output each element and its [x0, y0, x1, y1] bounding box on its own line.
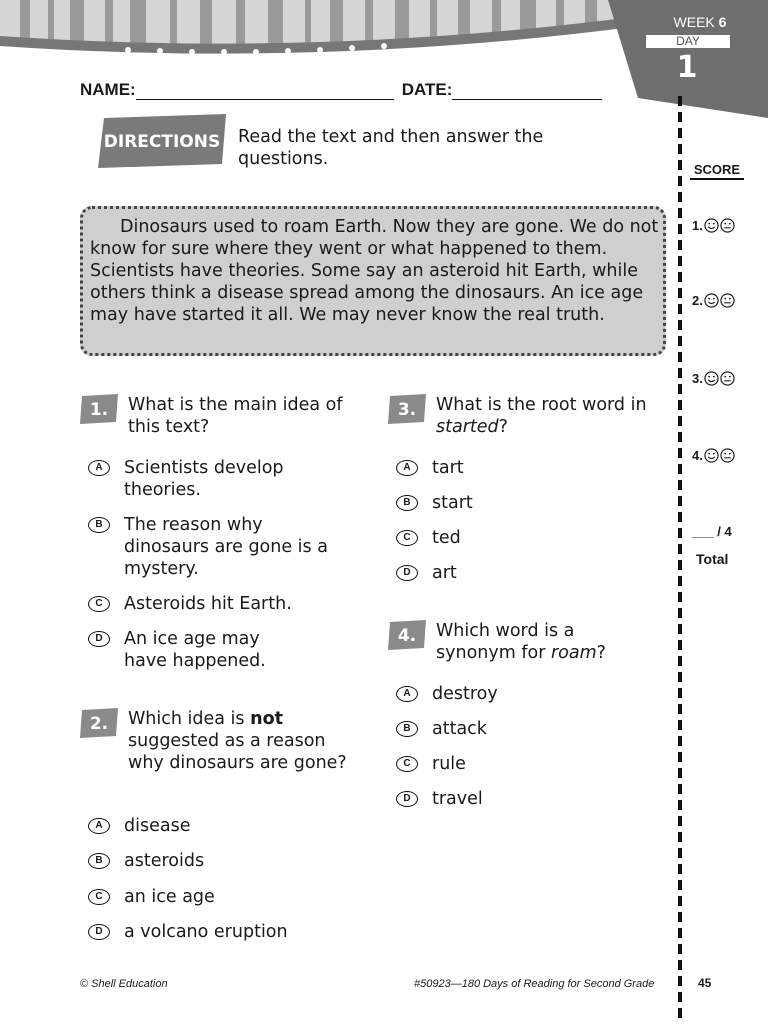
question-text-part: Which idea is: [128, 709, 251, 729]
neutral-face-icon[interactable]: [720, 371, 735, 386]
option-1d[interactable]: [88, 628, 288, 672]
answer-bubble[interactable]: A: [88, 818, 110, 834]
answer-bubble[interactable]: A: [88, 460, 110, 476]
question-text: [436, 394, 666, 438]
directions-badge: [98, 114, 228, 172]
question-number-badge: [80, 708, 120, 738]
question-number-badge: [388, 394, 428, 424]
score-row-1: [692, 218, 735, 233]
answer-bubble[interactable]: D: [396, 791, 418, 807]
option-text: attack: [432, 719, 487, 739]
option-text: disease: [124, 816, 191, 836]
question-text-part: ?: [498, 417, 508, 437]
passage-text: Dinosaurs used to roam Earth. Now they are gone. We do not know for sure where they went or what happened to them. Scientists have theories. Some say an asteroid hit Earth, while others think a disease spread among the dinosaurs. An ice age may have started it all. We may never know the real truth.: [90, 217, 659, 325]
answer-bubble[interactable]: D: [88, 631, 110, 647]
question-text-italic: roam: [550, 643, 597, 663]
score-title: SCORE: [690, 162, 744, 180]
name-label: NAME:: [80, 80, 136, 99]
date-field[interactable]: [452, 83, 602, 100]
question-text-part: ?: [596, 643, 606, 663]
score-item-label: 2.: [692, 293, 703, 308]
option-text: an ice age: [124, 887, 215, 907]
option-text: tart: [432, 458, 464, 478]
score-item-label: 3.: [692, 371, 703, 386]
directions-badge-text: DIRECTIONS: [103, 132, 221, 152]
score-row-2: [692, 293, 735, 308]
option-1c[interactable]: [88, 593, 338, 615]
option-text: asteroids: [124, 851, 205, 871]
neutral-face-icon[interactable]: [720, 293, 735, 308]
option-1a[interactable]: [88, 457, 338, 501]
question-number: 1.: [89, 400, 109, 420]
option-text: travel: [432, 789, 483, 809]
footer-publisher: © Shell Education: [80, 978, 168, 990]
option-text: Asteroids hit Earth.: [124, 594, 292, 614]
answer-bubble[interactable]: C: [396, 530, 418, 546]
answer-bubble[interactable]: B: [88, 517, 110, 533]
answer-bubble[interactable]: B: [396, 721, 418, 737]
option-3a[interactable]: [396, 457, 646, 479]
name-date-row: [80, 80, 602, 100]
option-text: start: [432, 493, 473, 513]
page-number: 45: [698, 976, 712, 990]
question-number: 4.: [397, 626, 417, 646]
option-2d[interactable]: [88, 921, 338, 943]
answer-bubble[interactable]: B: [396, 495, 418, 511]
question-number: 3.: [397, 400, 417, 420]
neutral-face-icon[interactable]: [720, 218, 735, 233]
answer-bubble[interactable]: A: [396, 686, 418, 702]
score-divider: [678, 96, 682, 1024]
answer-bubble[interactable]: C: [88, 596, 110, 612]
smiley-face-icon[interactable]: [704, 371, 719, 386]
score-total-value[interactable]: ___ / 4: [692, 524, 732, 539]
footer-book-title: #50923—180 Days of Reading for Second Grade: [414, 978, 655, 990]
question-text: [436, 620, 646, 664]
option-text: a volcano eruption: [124, 922, 288, 942]
smiley-face-icon[interactable]: [704, 218, 719, 233]
option-text: An ice age may have happened.: [124, 629, 266, 671]
option-4c[interactable]: [396, 753, 646, 775]
answer-bubble[interactable]: A: [396, 460, 418, 476]
question-text-part: What is the root word in: [436, 395, 647, 415]
answer-bubble[interactable]: C: [88, 889, 110, 905]
date-label: DATE:: [401, 80, 453, 99]
question-text-part: suggested as a reason why dinosaurs are gone?: [128, 731, 347, 773]
option-4a[interactable]: [396, 683, 646, 705]
option-2a[interactable]: [88, 815, 338, 837]
option-3d[interactable]: [396, 562, 646, 584]
option-2c[interactable]: [88, 886, 338, 908]
option-3b[interactable]: [396, 492, 646, 514]
answer-bubble[interactable]: D: [396, 565, 418, 581]
score-item-label: 4.: [692, 448, 703, 463]
question-number: 2.: [89, 714, 109, 734]
week-label: [650, 14, 750, 30]
smiley-face-icon[interactable]: [704, 293, 719, 308]
option-text: rule: [432, 754, 466, 774]
smiley-face-icon[interactable]: [704, 448, 719, 463]
option-2b[interactable]: [88, 850, 338, 872]
score-total-label: Total: [696, 551, 729, 567]
answer-bubble[interactable]: B: [88, 853, 110, 869]
week-label-text: WEEK: [673, 14, 715, 30]
question-number-badge: [80, 394, 120, 424]
option-text: destroy: [432, 684, 498, 704]
answer-bubble[interactable]: C: [396, 756, 418, 772]
question-text: [128, 708, 360, 774]
question-number-badge: [388, 620, 428, 650]
option-text: art: [432, 563, 457, 583]
question-text-italic: started: [436, 417, 499, 437]
score-row-3: [692, 371, 735, 386]
day-number: 1: [676, 50, 698, 85]
header-decoration: [0, 0, 640, 62]
question-text-part: Which word is a synonym for: [436, 621, 575, 663]
option-text: ted: [432, 528, 461, 548]
day-label: DAY: [646, 35, 730, 48]
week-number: 6: [718, 14, 727, 30]
option-3c[interactable]: [396, 527, 646, 549]
option-4d[interactable]: [396, 788, 646, 810]
answer-bubble[interactable]: D: [88, 924, 110, 940]
score-row-4: [692, 448, 735, 463]
neutral-face-icon[interactable]: [720, 448, 735, 463]
option-1b[interactable]: [88, 514, 338, 580]
score-item-label: 1.: [692, 218, 703, 233]
question-text-bold: not: [250, 709, 283, 729]
directions-text: Read the text and then answer the questions.: [238, 127, 544, 169]
option-4b[interactable]: [396, 718, 646, 740]
option-text: The reason why dinosaurs are gone is a mystery.: [124, 515, 328, 579]
question-text: What is the main idea of this text?: [128, 395, 343, 437]
name-field[interactable]: [136, 83, 394, 100]
option-text: Scientists develop theories.: [124, 458, 284, 500]
